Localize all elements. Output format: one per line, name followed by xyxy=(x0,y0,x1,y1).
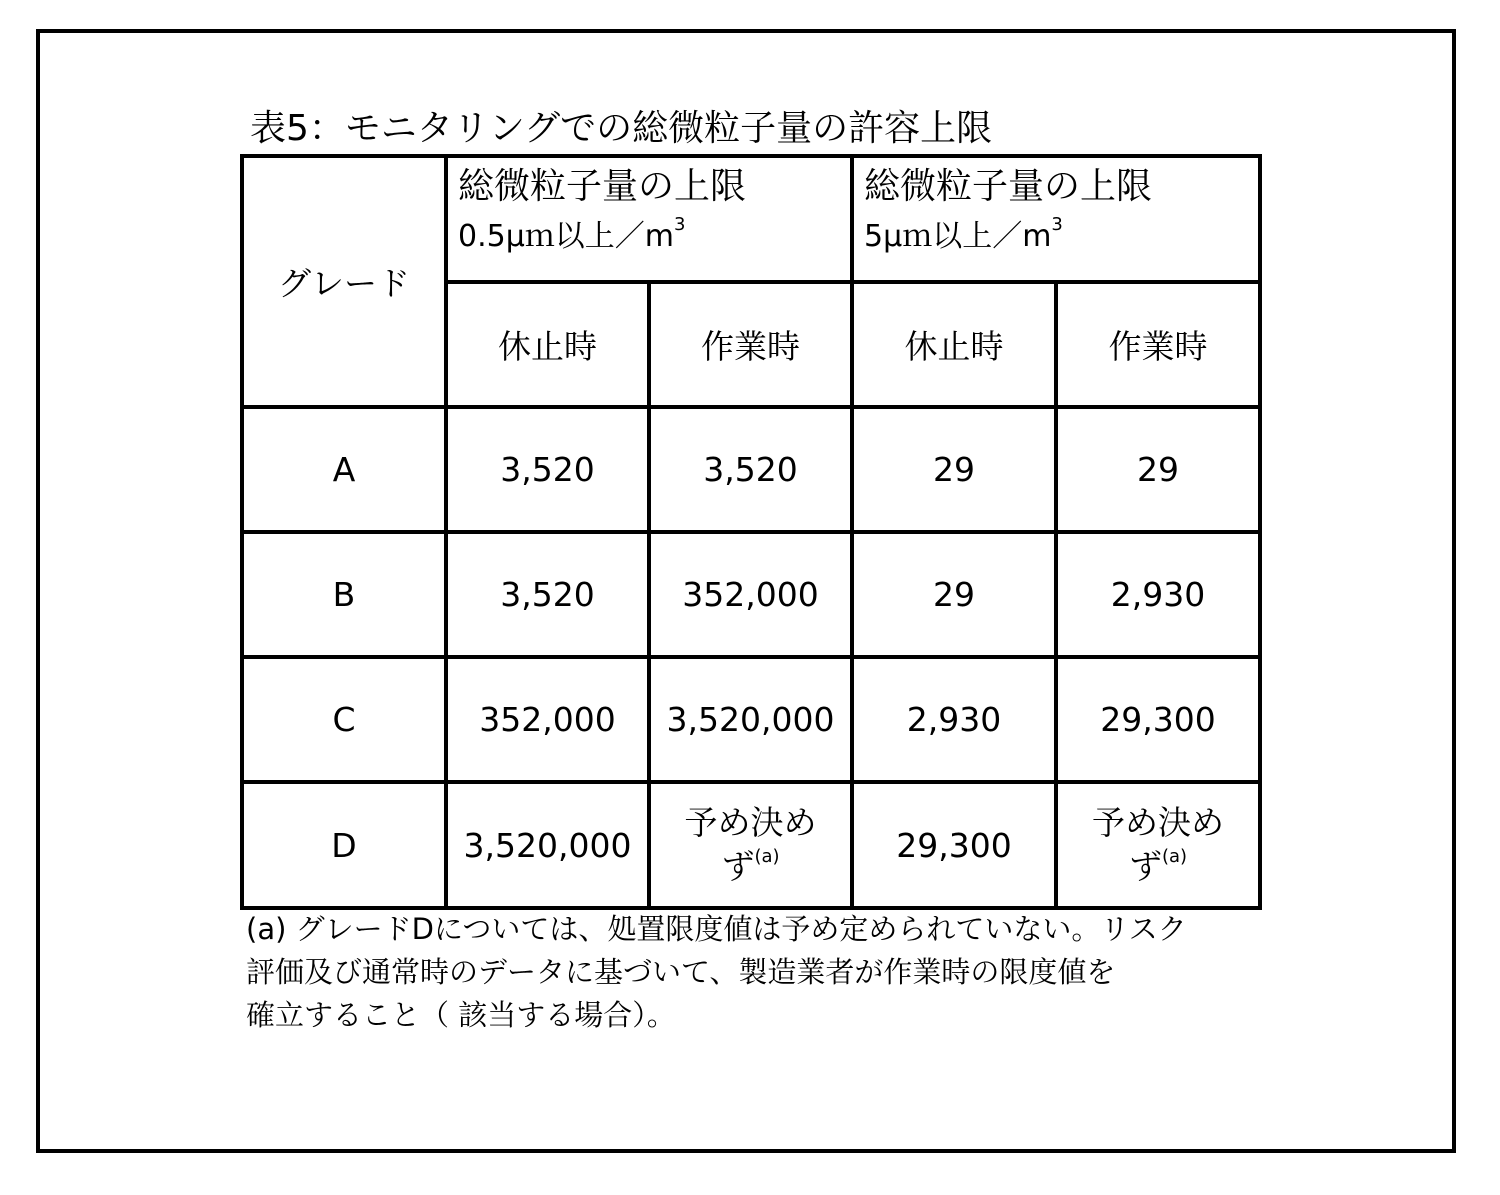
grade-cell: B xyxy=(242,532,446,657)
group-name: 総微粒子量の上限 xyxy=(458,166,747,207)
grade-cell: A xyxy=(242,407,446,532)
table-row xyxy=(242,407,1260,532)
table-row xyxy=(242,782,1260,908)
value-cell: 352,000 xyxy=(446,657,649,782)
value-cell: 29,300 xyxy=(1056,657,1260,782)
table-row xyxy=(242,532,1260,657)
table-title: 表5：モニタリングでの総微粒子量の許容上限 xyxy=(250,108,993,149)
footnote-ref: (a) xyxy=(754,845,780,867)
grade-header: グレード xyxy=(242,156,446,407)
group-unit: 5μｍ以上$/m^3$ xyxy=(864,213,1063,254)
cell-line: 予め決め xyxy=(684,803,817,842)
footnote-line: 確立すること（ 該当する場合）。 xyxy=(246,998,676,1032)
subcol-in-operation: 作業時 xyxy=(1056,282,1260,407)
subcol-at-rest: 休止時 xyxy=(852,282,1056,407)
cell-line: 予め決め xyxy=(1092,803,1225,842)
group-unit: 0.5μｍ以上$/m^3$ xyxy=(458,213,686,254)
value-cell: 29,300 xyxy=(852,782,1056,908)
subcol-at-rest: 休止時 xyxy=(446,282,649,407)
value-cell: 3,520,000 xyxy=(649,657,852,782)
grade-cell: D xyxy=(242,782,446,908)
value-cell: 2,930 xyxy=(1056,532,1260,657)
value-cell: 3,520,000 xyxy=(446,782,649,908)
value-cell-not-predetermined xyxy=(649,782,852,908)
group-header-0.5um xyxy=(446,156,852,282)
value-cell: 29 xyxy=(852,407,1056,532)
cell-line: ず$^{(a)}$ xyxy=(721,845,780,886)
group-name: 総微粒子量の上限 xyxy=(864,166,1153,207)
value-cell: 3,520 xyxy=(446,407,649,532)
grade-cell: C xyxy=(242,657,446,782)
footnote xyxy=(246,908,1256,1037)
footnote-ref: (a) xyxy=(1161,845,1188,867)
footnote-line: (a) グレードDについては、処置限度値は予め定められていない。リスク xyxy=(246,912,1187,946)
group-header-5um xyxy=(852,156,1260,282)
table-row xyxy=(242,657,1260,782)
subcol-in-operation: 作業時 xyxy=(649,282,852,407)
particle-limits-table xyxy=(240,154,1262,910)
value-cell: 2,930 xyxy=(852,657,1056,782)
value-cell: 352,000 xyxy=(649,532,852,657)
value-cell: 29 xyxy=(852,532,1056,657)
value-cell: 29 xyxy=(1056,407,1260,532)
cell-line: ず$^{(a)}$ xyxy=(1128,845,1188,886)
value-cell-not-predetermined xyxy=(1056,782,1260,908)
value-cell: 3,520 xyxy=(649,407,852,532)
footnote-line: 評価及び通常時のデータに基づいて、製造業者が作業時の限度値を xyxy=(246,955,1116,989)
header-row-groups xyxy=(242,156,1260,282)
value-cell: 3,520 xyxy=(446,532,649,657)
